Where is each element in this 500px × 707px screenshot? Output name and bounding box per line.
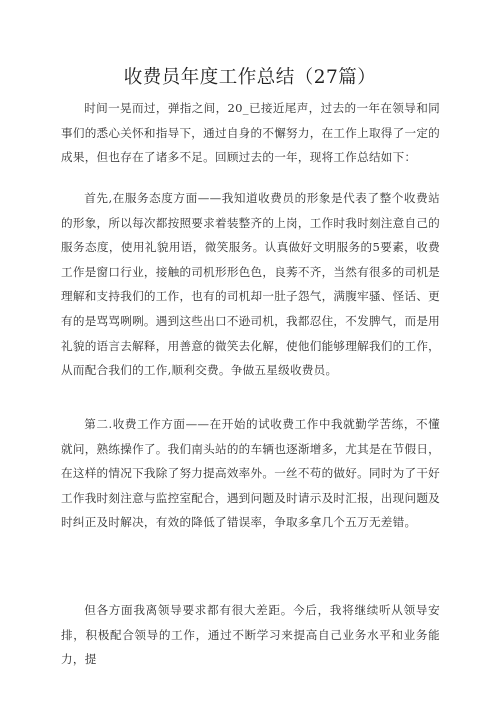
paragraph-future-plans: 但各方面我离领导要求都有很大差距。今后，我将继续听从领导安排，积极配合领导的工作，通过不断学习来提高自己业务水平和业务能力，提: [61, 603, 440, 667]
document-title: 收费员年度工作总结（27篇）: [123, 67, 377, 88]
paragraph-intro: 时间一晃而过，弹指之间，20_已接近尾声，过去的一年在领导和同事们的悉心关怀和指导下，通过自身的不懈努力，在工作上取得了一定的成果，但也存在了诸多不足。回顾过去的一年，现将工作总结如下：: [61, 101, 441, 165]
paragraph-toll-work: 第二.收费工作方面——在开始的试收费工作中我就勤学苦练，不懂就问，熟练操作了。我们南头站的的车辆也逐渐增多，尤其是在节假日，在这样的情况下我除了努力提高效率外。一丝不苟的做好。同时为了干好工作我时刻注意与监控室配合，遇到问题及时请示及时汇报，出现问题及时纠正及时解决，有效的降低了错误率，争取多拿几个五万无差错。: [61, 417, 441, 530]
paragraph-service-attitude: 首先,在服务态度方面——我知道收费员的形象是代表了整个收费站的形象，所以每次都按照要求着装整齐的上岗，工作时我时刻注意自己的服务态度，使用礼貌用语，微笑服务。认真做好文明服务的5要素，收费工作是窗口行业，接触的司机形形色色，良莠不齐，当然有很多的司机是理解和支持我们的工作，也有的司机却一肚子怨气，满腹牢骚、怪话、更有的是骂骂咧咧。遇到这些出口不逊司机，我都忍住，不发脾气，而是用礼貌的语言去解释，用善意的微笑去化解，使他们能够理解我们的工作，从而配合我们的工作,顺利交费。争做五星级收费员。: [61, 191, 441, 378]
